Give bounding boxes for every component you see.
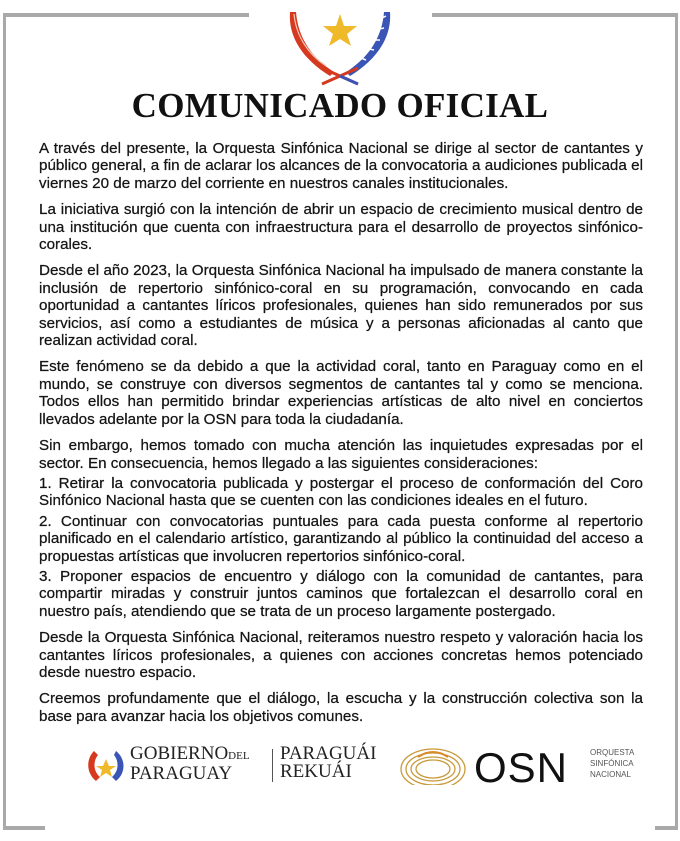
list-item: 3. Proponer espacios de encuentro y diálogo con la comunidad de cantantes, para compartir miradas y construir juntos caminos que fortalezcan el desarrollo coral en nuestro país, atendiendo que se trata de un proceso largamente postergado. [39, 567, 643, 620]
frame-bottom-left [3, 826, 45, 830]
escudo-icon [282, 8, 398, 90]
frame-top-left [3, 13, 249, 17]
frame-bottom-right [655, 826, 678, 830]
paragraph-fenomeno: Este fenómeno se da debido a que la actividad coral, tanto en Paraguay como en el mundo, se construye con diversos segmentos de cantantes tal y como se menciona. Todos ellos han permitido brindar experiencias artísticas de alto nivel en conciertos llevados adelante por la OSN para toda la ciudadanía. [39, 358, 643, 428]
document-body [39, 140, 643, 725]
nacional-label: NACIONAL [590, 770, 631, 780]
paragraph-iniciativa: La iniciativa surgió con la intención de abrir un espacio de crecimiento musical dentro de una institución que cuenta con infraestructura para el desarrollo de proyectos sinfónico-corales. [39, 201, 643, 254]
osn-subtitle [590, 747, 634, 780]
content-flow [0, 140, 680, 792]
gobierno-label: GOBIERNO [130, 743, 229, 765]
page-title: COMUNICADO OFICIAL [131, 86, 549, 125]
del-label: DEL [228, 750, 250, 763]
list-item: 1. Retirar la convocatoria publicada y postergar el proceso de conformación del Coro Sinfónico Nacional hasta que se cuenten con las condiciones ideales en el futuro. [39, 474, 643, 510]
paragraph-intro: A través del presente, la Orquesta Sinfónica Nacional se dirige al sector de cantantes y público general, a fin de aclarar los alcances de la convocatoria a audiciones publicada el viernes 20 de marzo del corriente en nuestros canales institucionales. [39, 140, 643, 192]
osn-logo-text: OSN [474, 744, 569, 792]
paragraph-historia: Desde el año 2023, la Orquesta Sinfónica Nacional ha impulsado de manera constante la inclusión de repertorio sinfónico-coral en su programación, convocando en cada oportunidad a cantantes líricos profesionales, quienes han sido remunerados por sus servicios, así como a estudiantes de música y a personas aficionadas al canto que realizan actividad coral. [39, 262, 643, 350]
orquesta-label: ORQUESTA [590, 748, 635, 758]
paraguai-rekuai-text [280, 745, 376, 781]
paraguai-label: PARAGUÁI [280, 743, 377, 765]
paragraph-respeto: Desde la Orquesta Sinfónica Nacional, reiteramos nuestro respeto y valoración hacia los cantantes líricos profesionales, a quienes con acciones concretas hemos potenciado desde nuestro espacio. [39, 629, 643, 681]
paragraph-consideraciones: Sin embargo, hemos tomado con mucha atención las inquietudes expresadas por el sector. En consecuencia, hemos llegado a las siguientes consideraciones: [39, 437, 643, 472]
list-item: 2. Continuar con convocatorias puntuales para cada puesta conforme al repertorio planificado en el calendario artístico, garantizando al público la continuidad del acceso a propuestas artísticas que involucren repertorios sinfónico-coral. [39, 512, 643, 565]
frame-top-right [432, 13, 678, 17]
gobierno-paraguay-logo-icon [84, 747, 128, 783]
paragraph-cierre: Creemos profundamente que el diálogo, la escucha y la construcción colectiva son la base para avanzar hacia los objetivos comunes. [39, 690, 643, 725]
sinfonica-label: SINFÓNICA [590, 759, 634, 769]
gobierno-paraguay-text [130, 745, 250, 783]
osn-emblem-icon [398, 745, 468, 785]
paraguay-label: PARAGUAY [130, 763, 233, 785]
footer-logos [0, 741, 680, 792]
logo-separator [272, 749, 273, 782]
rekuai-label: REKUÁI [280, 761, 352, 783]
